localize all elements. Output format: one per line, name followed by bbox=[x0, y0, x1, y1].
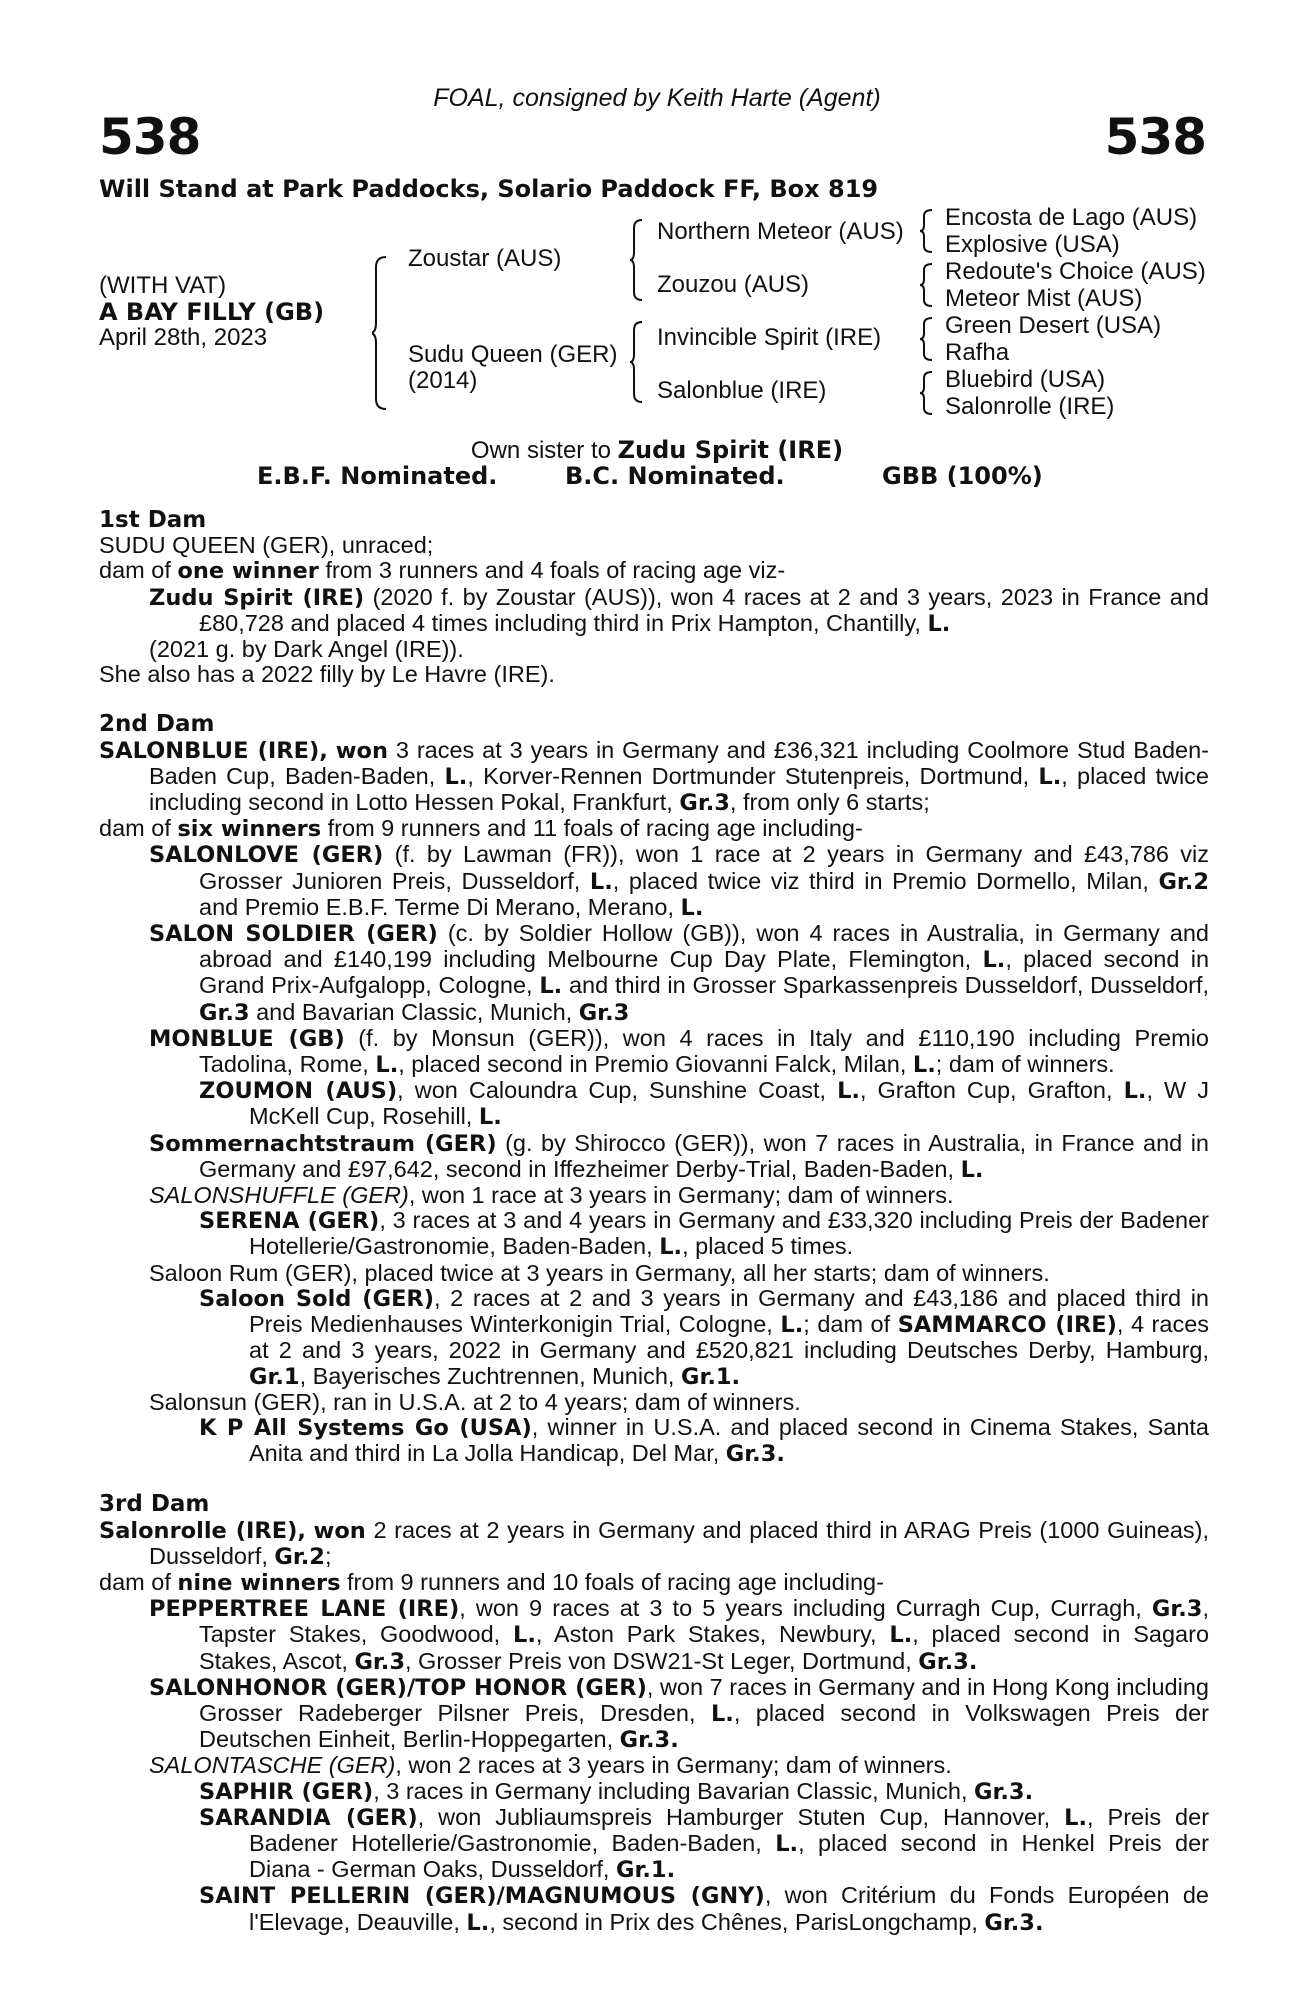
third-dam-heading: 3rd Dam bbox=[99, 1491, 210, 1518]
second-dam-heading: 2nd Dam bbox=[99, 711, 215, 738]
progeny-zoumon: ZOUMON (AUS), won Caloundra Cup, Sunshine Coast, L., Grafton Cup, Grafton, L., W J McKell Cup, Rosehill, L. bbox=[199, 1077, 1210, 1131]
progeny-kp-all-systems-go: K P All Systems Go (USA), winner in U.S.A. and placed second in Cinema Stakes, Santa Anita and third in La Jolla Handicap, Del Mar, Gr.3. bbox=[199, 1413, 1209, 1468]
first-dam-note: She also has a 2022 filly by Le Havre (IRE). bbox=[99, 661, 555, 688]
grandparent-5: Green Desert (USA) bbox=[945, 312, 1162, 339]
grandparent-6: Rafha bbox=[945, 339, 1010, 366]
progeny-saphir: SAPHIR (GER), 3 races in Germany including Bavarian Classic, Munich, Gr.3. bbox=[199, 1777, 1034, 1805]
pedigree-brace-g3 bbox=[920, 316, 934, 362]
grandparent-3: Redoute's Choice (AUS) bbox=[945, 258, 1206, 285]
grandparent-8: Salonrolle (IRE) bbox=[945, 393, 1115, 420]
progeny-salonlove: SALONLOVE (GER) (f. by Lawman (FR)), won 1 race at 2 years in Germany and £43,786 viz Grosser Junioren Preis, Dusseldorf, L., placed twice viz third in Premio Dormello, Milan, Gr.2 and Premio E.B.F. Terme Di Merano, Merano, L. bbox=[149, 841, 1210, 921]
pedigree-brace-sire bbox=[630, 218, 644, 302]
pedigree-brace-g2 bbox=[920, 262, 934, 308]
progeny-salonhonor: SALONHONOR (GER)/TOP HONOR (GER), won 7 races in Germany and in Hong Kong including Grosser Radeberger Pilsner Preis, Dresden, L., placed second in Volkswagen Preis der Deutschen Einheit, Berlin-Hoppegarten, Gr.3. bbox=[149, 1673, 1209, 1754]
lot-number-right: 538 bbox=[1104, 108, 1206, 166]
dam-sire-name: Invincible Spirit (IRE) bbox=[657, 324, 882, 351]
progeny-salonshuffle: SALONSHUFFLE (GER), won 1 race at 3 years in Germany; dam of winners. bbox=[149, 1182, 954, 1209]
pedigree-brace-g1 bbox=[920, 208, 934, 254]
progeny-salontasche: SALONTASCHE (GER), won 2 races at 3 years in Germany; dam of winners. bbox=[149, 1752, 952, 1779]
pedigree-brace-main bbox=[372, 255, 388, 411]
third-dam-produce: dam of nine winners from 9 runners and 10 foals of racing age including- bbox=[99, 1568, 884, 1596]
second-dam-record: SALONBLUE (IRE), won 3 races at 3 years in Germany and £36,321 including Coolmore Stud Baden-Baden Cup, Baden-Baden, L., Korver-Rennen Dortmunder Stutenpreis, Dortmund, L., placed twice including second in Lotto Hessen Pokal, Frankfurt, Gr.3, from only 6 starts; bbox=[99, 736, 1210, 817]
catalogue-text bbox=[99, 508, 1209, 1936]
progeny-monblue: MONBLUE (GB) (f. by Monsun (GER)), won 4 races in Italy and £110,190 including Premio Tadolina, Rome, L., placed second in Premio Giovanni Falck, Milan, L.; dam of winners. bbox=[149, 1024, 1209, 1079]
foaling-date: April 28th, 2023 bbox=[99, 324, 268, 351]
progeny-sarandia: SARANDIA (GER), won Jubliaumspreis Hamburger Stuten Cup, Hannover, L., Preis der Badener Hotellerie/Gastronomie, Baden-Baden, L., placed second in Henkel Preis der Diana - German Oaks, Dusseldorf, Gr.1. bbox=[199, 1803, 1210, 1884]
consignor-line: FOAL, consigned by Keith Harte (Agent) bbox=[433, 84, 881, 112]
progeny-2021-gelding: (2021 g. by Dark Angel (IRE)). bbox=[149, 636, 464, 663]
third-dam-record: Salonrolle (IRE), won 2 races at 2 years in Germany and placed third in ARAG Preis (1000 Guineas), Dusseldorf, Gr.2; bbox=[99, 1516, 1209, 1570]
dam-year: (2014) bbox=[408, 367, 478, 394]
pedigree-brace-g4 bbox=[920, 370, 934, 416]
own-sister-name: Zudu Spirit (IRE) bbox=[617, 436, 844, 464]
second-dam-produce: dam of six winners from 9 runners and 11 foals of racing age including- bbox=[99, 815, 863, 843]
progeny-zudu-spirit: Zudu Spirit (IRE) (2020 f. by Zoustar (AUS)), won 4 races at 2 and 3 years, 2023 in France and £80,728 and placed 4 times including third in Prix Hampton, Chantilly, L. bbox=[149, 583, 1209, 637]
pedigree-brace-dam bbox=[630, 320, 644, 404]
stand-location: Will Stand at Park Paddocks, Solario Paddock FF, Box 819 bbox=[99, 175, 879, 203]
grandparent-4: Meteor Mist (AUS) bbox=[945, 285, 1143, 312]
dam-dam-name: Salonblue (IRE) bbox=[657, 377, 827, 404]
sire-name: Zoustar (AUS) bbox=[408, 245, 562, 272]
progeny-salonsun: Salonsun (GER), ran in U.S.A. at 2 to 4 years; dam of winners. bbox=[149, 1388, 801, 1415]
grandparent-7: Bluebird (USA) bbox=[945, 366, 1106, 393]
progeny-saloon-rum: Saloon Rum (GER), placed twice at 3 years in Germany, all her starts; dam of winners. bbox=[149, 1259, 1050, 1286]
grandparent-1: Encosta de Lago (AUS) bbox=[945, 204, 1198, 231]
ebf-nominated: E.B.F. Nominated. bbox=[257, 462, 498, 490]
sire-sire-name: Northern Meteor (AUS) bbox=[657, 218, 904, 245]
progeny-saint-pellerin: SAINT PELLERIN (GER)/MAGNUMOUS (GNY), won Critérium du Fonds Européen de l'Elevage, Deauville, L., second in Prix des Chênes, ParisLongchamp, Gr.3. bbox=[199, 1882, 1209, 1936]
progeny-sommernachtstraum: Sommernachtstraum (GER) (g. by Shirocco (GER)), won 7 races in Australia, in France and in Germany and £97,642, second in Iffezheimer Derby-Trial, Baden-Baden, L. bbox=[149, 1129, 1209, 1183]
lot-number-left: 538 bbox=[99, 108, 201, 166]
bc-nominated: B.C. Nominated. bbox=[565, 462, 785, 490]
progeny-salon-soldier: SALON SOLDIER (GER) (c. by Soldier Hollow (GB)), won 4 races in Australia, in Germany and abroad and £140,199 including Melbourne Cup Day Plate, Flemington, L., placed second in Grand Prix-Aufgalopp, Cologne, L. and third in Grosser Sparkassenpreis Dusseldorf, Dusseldorf, Gr.3 and Bavarian Classic, Munich, Gr.3 bbox=[149, 920, 1210, 1026]
progeny-peppertree-lane: PEPPERTREE LANE (IRE), won 9 races at 3 to 5 years including Curragh Cup, Curragh, Gr.3, Tapster Stakes, Goodwood, L., Aston Park Stakes, Newbury, L., placed second in Sagaro Stakes, Ascot, Gr.3, Grosser Preis von DSW21-St Leger, Dortmund, Gr.3. bbox=[149, 1595, 1210, 1675]
first-dam-heading: 1st Dam bbox=[99, 507, 207, 533]
own-sister-line: Own sister to Zudu Spirit (IRE) bbox=[470, 436, 844, 464]
progeny-serena: SERENA (GER), 3 races at 3 and 4 years in Germany and £33,320 including Preis der Badener Hotellerie/Gastronomie, Baden-Baden, L., placed 5 times. bbox=[199, 1207, 1209, 1261]
first-dam-line-1: SUDU QUEEN (GER), unraced; bbox=[99, 532, 434, 559]
first-dam-line-2: dam of one winner from 3 runners and 4 foals of racing age viz- bbox=[99, 557, 786, 585]
vat-label: (WITH VAT) bbox=[99, 272, 227, 299]
gbb-badge: GBB (100%) bbox=[882, 462, 1043, 490]
dam-name: Sudu Queen (GER) bbox=[408, 341, 618, 368]
horse-name: A BAY FILLY (GB) bbox=[99, 298, 325, 326]
sire-dam-name: Zouzou (AUS) bbox=[657, 271, 810, 298]
progeny-saloon-sold: Saloon Sold (GER), 2 races at 2 and 3 years in Germany and £43,186 and placed third in Preis Medienhauses Winterkonigin Trial, Cologne, L.; dam of SAMMARCO (IRE), 4 races at 2 and 3 years, 2022 in Germany and £520,821 including Deutsches Derby, Hamburg, Gr.1, Bayerisches Zuchtrennen, Munich, Gr.1. bbox=[199, 1284, 1210, 1390]
grandparent-2: Explosive (USA) bbox=[945, 231, 1120, 258]
